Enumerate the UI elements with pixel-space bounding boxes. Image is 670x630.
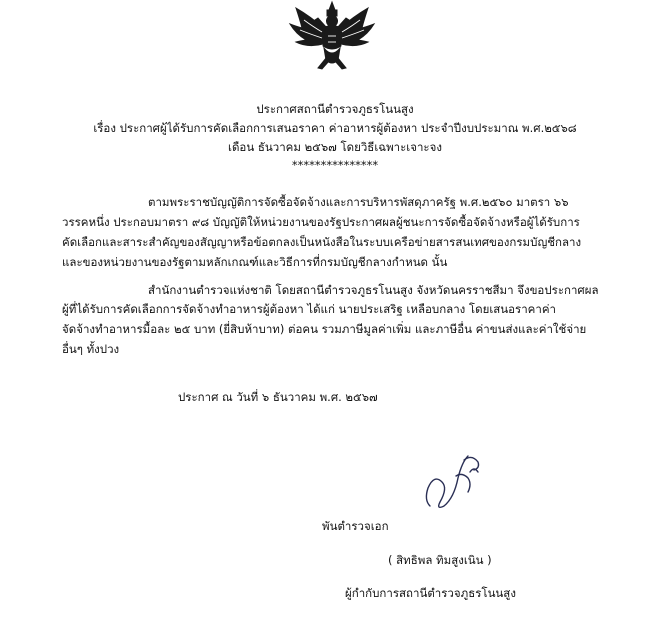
handwritten-signature — [418, 448, 498, 516]
para2-line-1: สำนักงานตำรวจแห่งชาติ โดยสถานีตำรวจภูธรโนนสูง จังหวัดนครราชสีมา จึงขอประกาศผล — [148, 283, 599, 297]
announce-date: ประกาศ ณ วันที่ ๖ ธันวาคม พ.ศ. ๒๕๖๗ — [178, 390, 378, 404]
issuer-title: ประกาศสถานีตำรวจภูธรโนนสูง — [256, 102, 414, 116]
garuda-emblem-icon — [282, 0, 382, 72]
separator: *************** — [291, 158, 379, 172]
para2-line-3: จัดจ้างทำอาหารมื้อละ ๒๕ บาท (ยี่สิบห้าบาท) ต่อคน รวมภาษีมูลค่าเพิ่ม และภาษีอื่น ค่าขนส่งและค่าใช้จ่าย — [62, 322, 587, 336]
signer-position: ผู้กำกับการสถานีตำรวจภูธรโนนสูง — [345, 586, 516, 600]
signer-name: ( สิทธิพล ทิมสูงเนิน ) — [388, 553, 492, 567]
para1-line-1: ตามพระราชบัญญัติการจัดซื้อจัดจ้างและการบริหารพัสดุภาครัฐ พ.ศ.๒๕๖๐ มาตรา ๖๖ — [148, 195, 569, 209]
para1-line-4: และของหน่วยงานของรัฐตามหลักเกณฑ์และวิธีการที่กรมบัญชีกลางกำหนด นั้น — [62, 255, 448, 269]
para1-line-3: คัดเลือกและสาระสำคัญของสัญญาหรือข้อตกลงเป็นหนังสือในระบบเครือข่ายสารสนเทศของกรมบัญชีกลาง — [62, 235, 582, 249]
para2-line-4: อื่นๆ ทั้งปวง — [62, 342, 120, 356]
subject-line: เรื่อง ประกาศผู้ได้รับการคัดเลือกการเสนอราคา ค่าอาหารผู้ต้องหา ประจำปีงบประมาณ พ.ศ.๒๕๖๘ — [93, 121, 577, 135]
para1-line-2: วรรคหนึ่ง ประกอบมาตรา ๙๘ บัญญัติให้หน่วยงานของรัฐประกาศผลผู้ชนะการจัดซื้อจัดจ้างหรือผู้ได้รับการ — [62, 215, 580, 229]
para2-line-2: ผู้ที่ได้รับการคัดเลือกการจัดจ้างทำอาหารผู้ต้องหา ได้แก่ นายประเสริฐ เหลือบกลาง โดยเสนอราคาค่า — [62, 302, 556, 316]
month-method-line: เดือน ธันวาคม ๒๕๖๗ โดยวิธีเฉพาะเจาะจง — [228, 140, 442, 154]
signer-rank: พันตำรวจเอก — [322, 519, 389, 533]
